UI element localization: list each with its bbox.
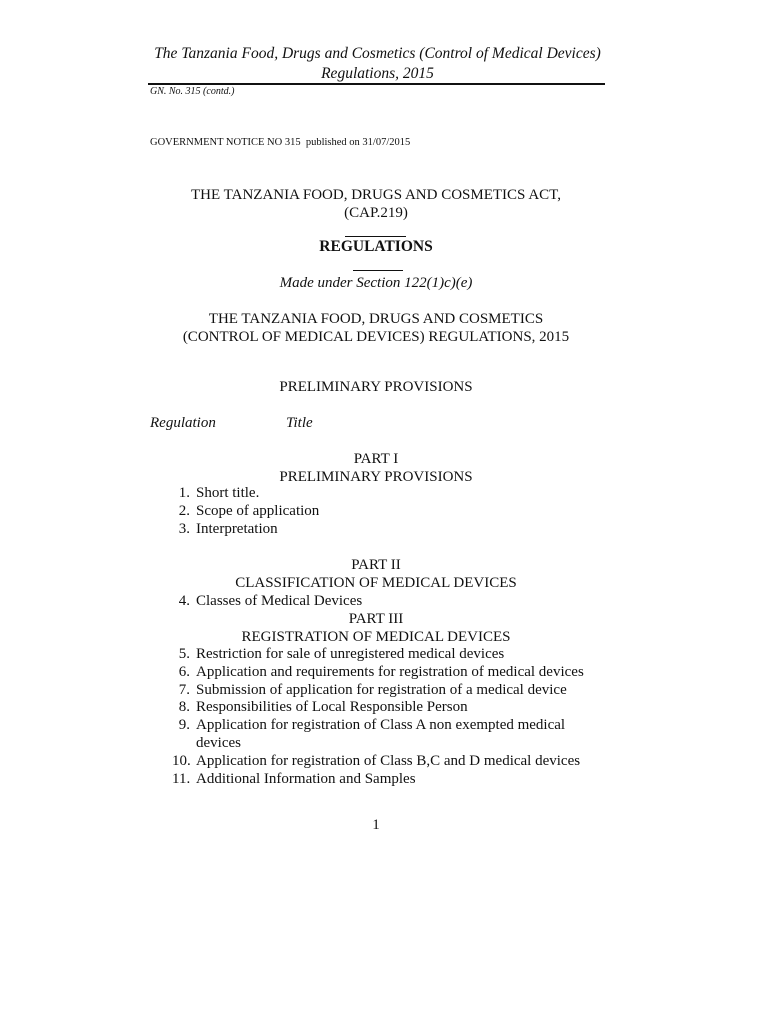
item-text: Scope of application xyxy=(196,503,320,519)
act-title-line1: THE TANZANIA FOOD, DRUGS AND COSMETICS ACT, xyxy=(191,187,561,203)
item-number: 2. xyxy=(178,503,190,519)
part-heading xyxy=(150,556,602,592)
item-text: Application for registration of Class B,C and D medical devices xyxy=(196,753,581,769)
item-text: Restriction for sale of unregistered medical devices xyxy=(196,646,505,662)
column-heading-title: Title xyxy=(286,415,313,431)
part-label: PART III xyxy=(348,611,404,627)
item-text: Short title. xyxy=(196,485,260,501)
column-headings xyxy=(150,414,313,432)
item-text: Responsibilities of Local Responsible Person xyxy=(196,699,468,715)
item-number: 4. xyxy=(178,593,190,609)
made-under-section: Made under Section 122(1)c)(e) xyxy=(279,275,473,291)
divider-rule xyxy=(345,236,406,237)
page-number: 1 xyxy=(372,817,380,833)
column-heading-regulation: Regulation xyxy=(150,415,216,431)
act-title xyxy=(150,186,602,222)
item-text: Additional Information and Samples xyxy=(196,771,416,787)
item-text: Application and requirements for registration of medical devices xyxy=(196,664,584,680)
part-label: PART I xyxy=(353,451,399,467)
part-heading xyxy=(150,450,602,486)
item-text: Submission of application for registration of a medical device xyxy=(196,682,567,698)
item-number: 9. xyxy=(178,717,190,733)
running-header-line2: Regulations, 2015 xyxy=(321,65,434,82)
part-name: REGISTRATION OF MEDICAL DEVICES xyxy=(241,629,511,645)
item-number: 3. xyxy=(178,521,190,537)
regulations-heading: REGULATIONS xyxy=(319,238,433,255)
part-heading xyxy=(150,610,602,646)
item-text: Interpretation xyxy=(196,521,278,537)
preliminary-provisions-heading: PRELIMINARY PROVISIONS xyxy=(279,379,473,395)
item-number: 5. xyxy=(178,646,190,662)
part-name: PRELIMINARY PROVISIONS xyxy=(279,469,473,485)
running-header xyxy=(150,44,605,84)
divider-rule xyxy=(353,270,403,271)
item-text: Application for registration of Class A non exempted medical devices xyxy=(196,717,566,751)
regulations-title xyxy=(150,310,602,346)
government-notice: GOVERNMENT NOTICE NO 315 published on 31/07/2015 xyxy=(150,137,411,148)
act-title-line2: (CAP.219) xyxy=(344,205,408,221)
item-number: 1. xyxy=(178,485,190,501)
running-header-line1: The Tanzania Food, Drugs and Cosmetics (Control of Medical Devices) xyxy=(154,45,601,62)
regulations-title-line1: THE TANZANIA FOOD, DRUGS AND COSMETICS xyxy=(208,311,544,327)
item-number: 6. xyxy=(178,664,190,680)
item-number: 10. xyxy=(172,753,191,769)
header-rule xyxy=(148,83,605,85)
item-text: Classes of Medical Devices xyxy=(196,593,363,609)
item-number: 7. xyxy=(178,682,190,698)
item-number: 8. xyxy=(178,699,190,715)
part-name: CLASSIFICATION OF MEDICAL DEVICES xyxy=(235,575,517,591)
part-label: PART II xyxy=(351,557,401,573)
item-number: 11. xyxy=(172,771,191,787)
gn-contd-label: GN. No. 315 (contd.) xyxy=(150,86,235,97)
regulations-title-line2: (CONTROL OF MEDICAL DEVICES) REGULATIONS, 2015 xyxy=(182,329,570,345)
